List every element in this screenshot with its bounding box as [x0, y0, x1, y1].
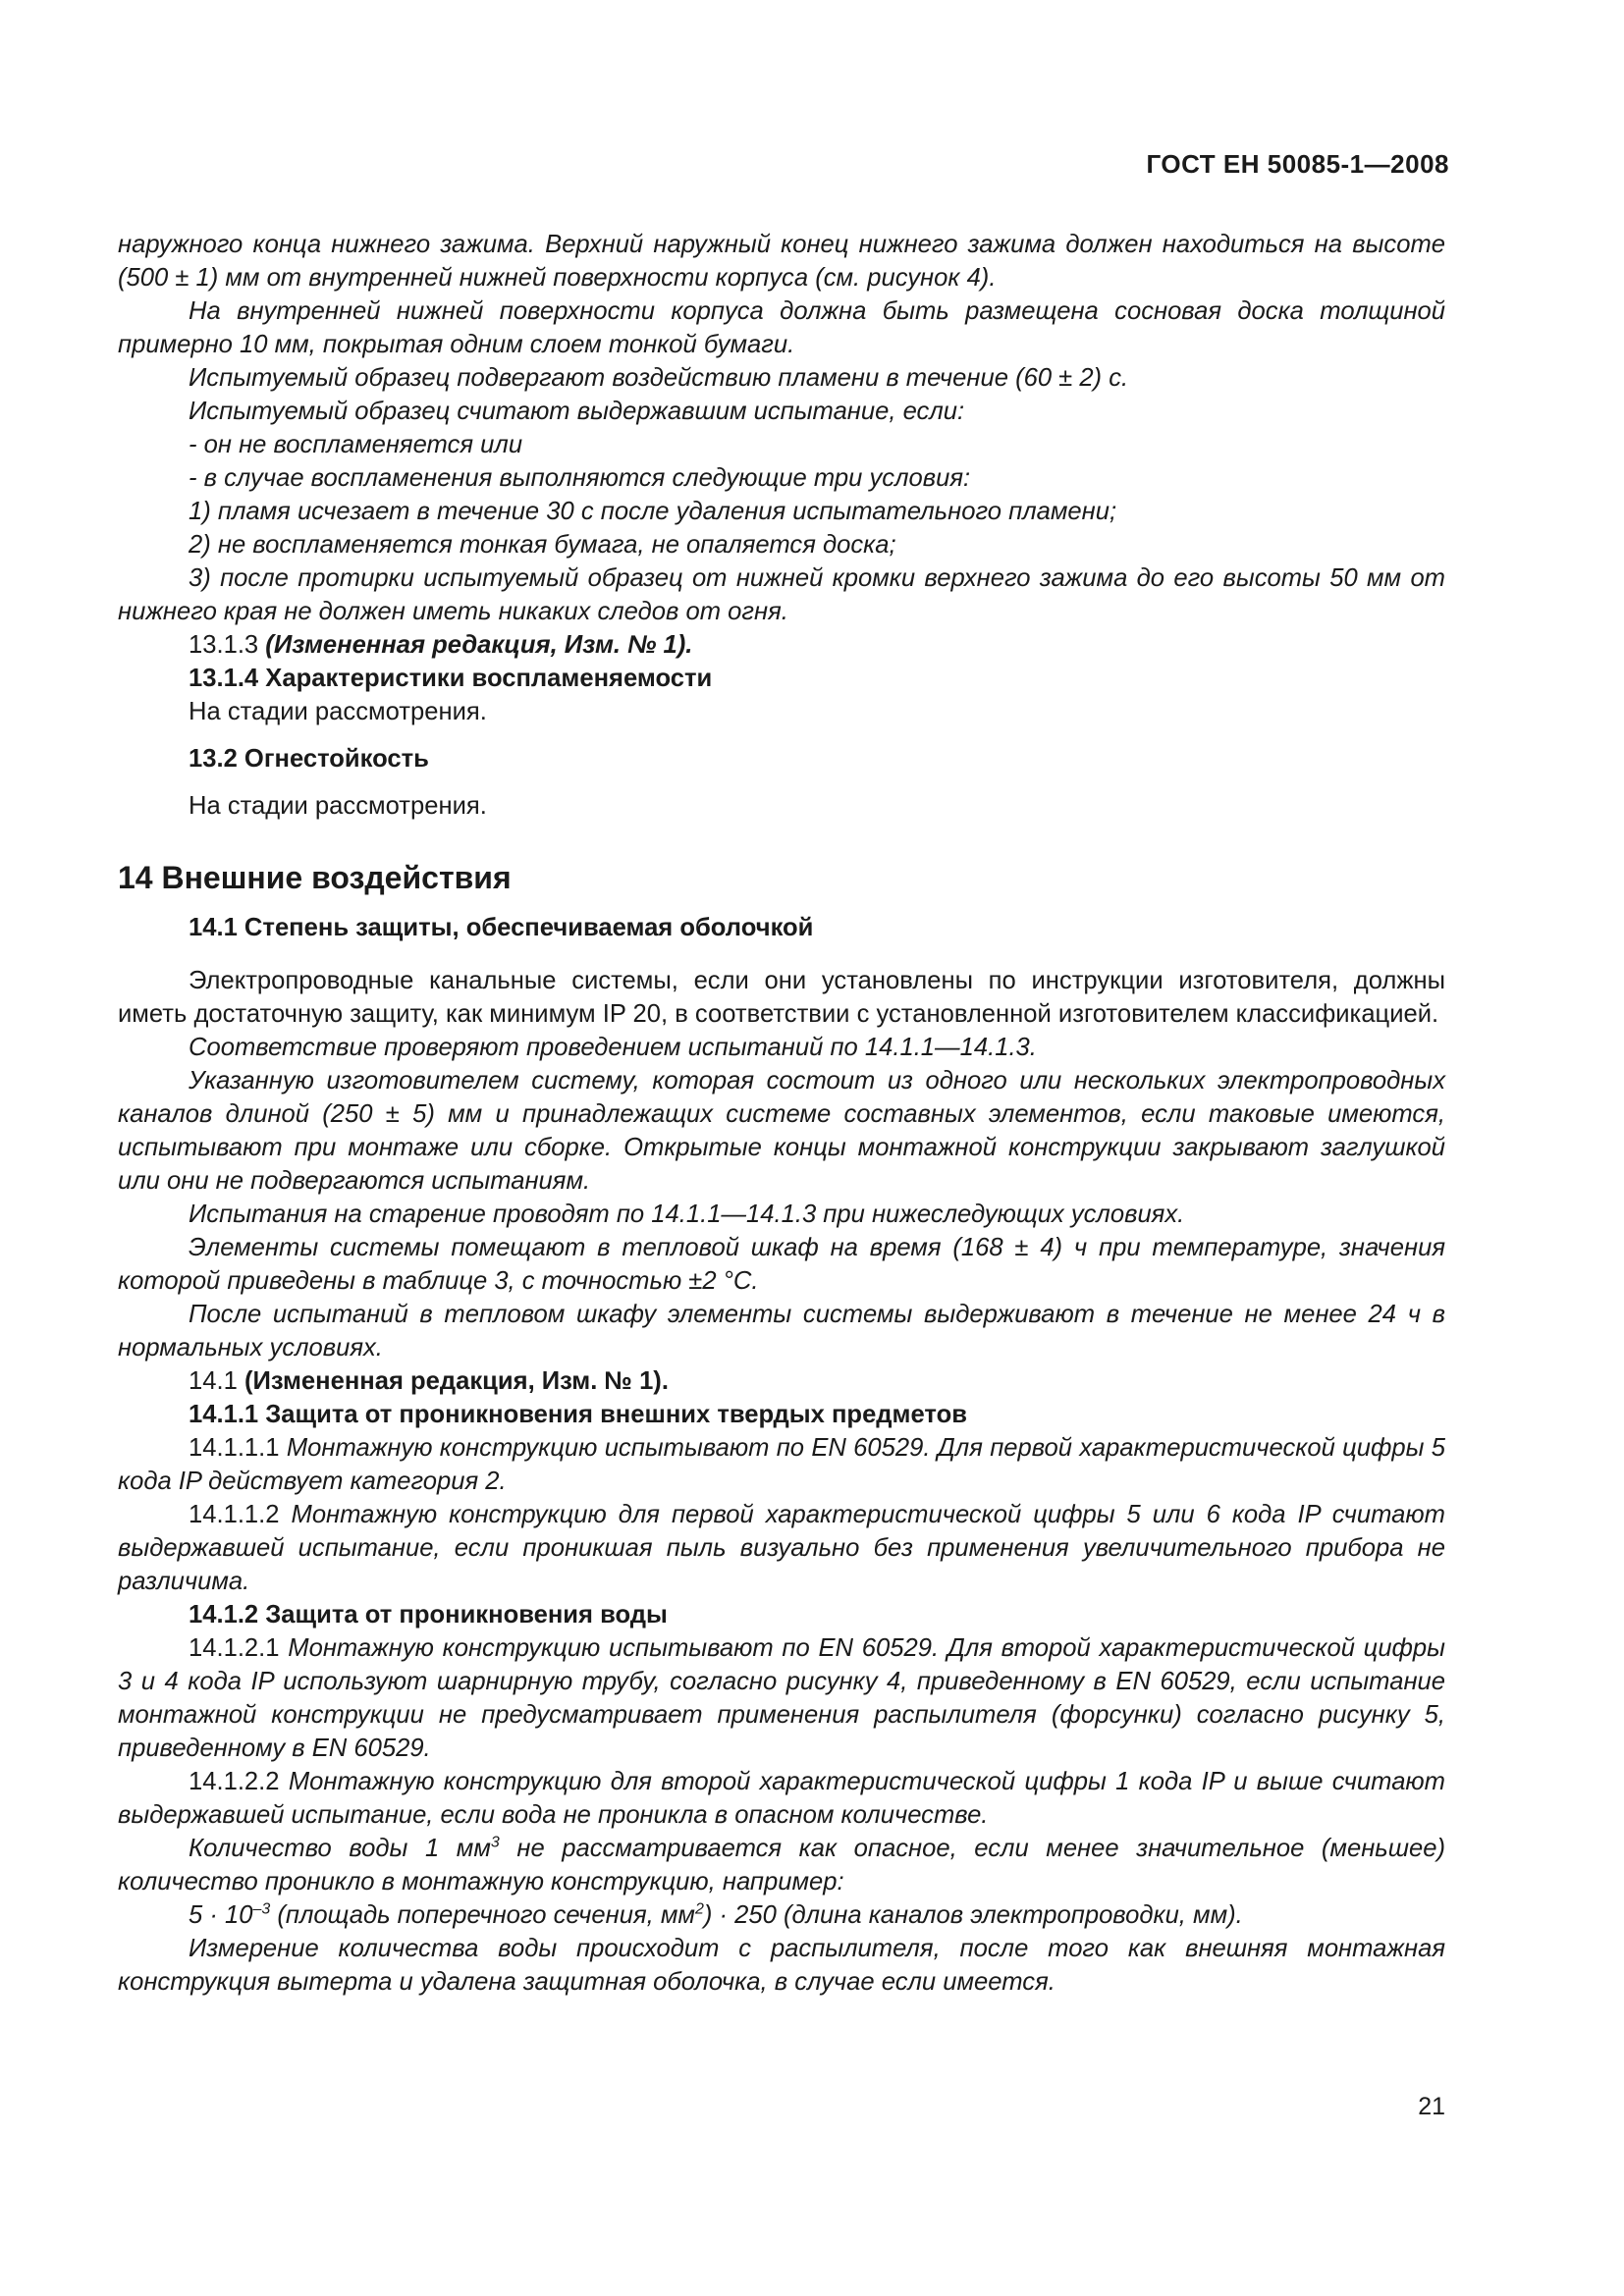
paragraph	[118, 1765, 1445, 1832]
superscript: 3	[490, 1834, 500, 1851]
text-run: (площадь поперечного сечения, мм	[270, 1901, 695, 1929]
section-heading: 14.1.1 Защита от проникновения внешних твердых предметов	[189, 1401, 967, 1428]
clause-number: 14.1.2.2	[189, 1768, 280, 1795]
paragraph: Элементы системы помещают в тепловой шкаф на время (168 ± 4) ч при температуре, значения которой приведены в таблице 3, с точностью ±2 °С.	[118, 1234, 1445, 1295]
section-heading: 13.2 Огнестойкость	[189, 745, 429, 773]
paragraph: Измерение количества воды происходит с распылителя, после того как внешняя монтажная конструкция вытерта и удалена защитная оболочка, в случае если имеется.	[118, 1935, 1445, 1996]
clause-number: 14.1	[189, 1367, 238, 1395]
clause-text: Монтажную конструкцию испытывают по EN 60529. Для второй характеристической цифры 3 и 4 кода IP используют шарнирную трубу, согласно рисунку 4, приведенному в EN 60529, если испытание монтажной конструкции не предусматривает применения распылителя (форсунки) согласно рисунку 5, приведенному в EN 60529.	[118, 1634, 1445, 1762]
clause-number: 14.1.1.1	[189, 1434, 280, 1462]
clause-text: Монтажную конструкцию для первой характеристической цифры 5 или 6 кода IP считают выдержавшей испытание, если проникшая пыль визуально без применения увеличительного прибора не различима.	[118, 1501, 1445, 1595]
paragraph: Испытуемый образец считают выдержавшим испытание, если:	[189, 398, 965, 425]
superscript: 2	[694, 1900, 704, 1918]
paragraph	[118, 1498, 1445, 1598]
text-run: Количество воды 1 мм	[189, 1835, 491, 1862]
amendment-note	[118, 628, 1445, 662]
text-run: ) · 250 (длина каналов электропроводки, мм).	[703, 1901, 1243, 1929]
paragraph: После испытаний в тепловом шкафу элементы системы выдерживают в течение не менее 24 ч в нормальных условиях.	[118, 1301, 1445, 1362]
paragraph: Указанную изготовителем систему, которая состоит из одного или нескольких электропроводных каналов длиной (250 ± 5) мм и принадлежащих системе составных элементов, если таковые имеются, испытывают при монтаже или сборке. Открытые концы монтажной конструкции закрывают заглушкой или они не подвергаются испытаниям.	[118, 1067, 1445, 1195]
clause-number: 14.1.1.2	[189, 1501, 280, 1528]
list-item: - в случае воспламенения выполняются следующие три условия:	[189, 464, 971, 492]
paragraph	[118, 1431, 1445, 1498]
list-item: - он не воспламеняется или	[189, 431, 523, 458]
paragraph: Испытуемый образец подвергают воздействию пламени в течение (60 ± 2) с.	[189, 364, 1129, 392]
paragraph	[118, 1832, 1445, 1898]
clause-number: 14.1.2.1	[189, 1634, 280, 1662]
paragraph: На стадии рассмотрения.	[189, 792, 487, 820]
paragraph: На стадии рассмотрения.	[189, 698, 487, 725]
clause-text: Монтажную конструкцию для второй характеристической цифры 1 кода IP и выше считают выдержавшей испытание, если вода не проникла в опасном количестве.	[118, 1768, 1445, 1829]
paragraph: На внутренней нижней поверхности корпуса должна быть размещена сосновая доска толщиной примерно 10 мм, покрытая одним слоем тонкой бумаги.	[118, 297, 1445, 358]
list-item: 3) после протирки испытуемый образец от нижней кромки верхнего зажима до его высоты 50 мм от нижнего края не должен иметь никаких следов от огня.	[118, 564, 1445, 625]
clause-number: 13.1.3	[189, 631, 259, 659]
paragraph: Испытания на старение проводят по 14.1.1—14.1.3 при нижеследующих условиях.	[189, 1201, 1185, 1228]
list-item: 1) пламя исчезает в течение 30 с после удаления испытательного пламени;	[189, 498, 1117, 525]
section-heading: 14.1 Степень защиты, обеспечиваемая оболочкой	[189, 914, 814, 941]
paragraph	[118, 1631, 1445, 1765]
paragraph: наружного конца нижнего зажима. Верхний наружный конец нижнего зажима должен находиться на высоте (500 ± 1) мм от внутренней нижней поверхности корпуса (см. рисунок 4).	[118, 231, 1445, 292]
list-item: 2) не воспламеняется тонкая бумага, не опаляется доска;	[189, 531, 896, 559]
text-run: 5 · 10	[189, 1901, 253, 1929]
section-heading: 14.1.2 Защита от проникновения воды	[189, 1601, 668, 1629]
document-body	[118, 228, 1445, 1999]
amendment-text: (Измененная редакция, Изм. № 1).	[265, 631, 693, 659]
document-header: ГОСТ ЕН 50085-1—2008	[1146, 149, 1449, 179]
formula	[118, 1898, 1445, 1932]
amendment-note	[118, 1364, 1445, 1398]
superscript: –3	[252, 1900, 271, 1918]
paragraph: Электропроводные канальные системы, если они установлены по инструкции изготовителя, должны иметь достаточную защиту, как минимум IP 20, в соответствии с установленной изготовителем классификацией.	[118, 967, 1445, 1028]
section-heading: 13.1.4 Характеристики воспламеняемости	[189, 665, 713, 692]
paragraph: Соответствие проверяют проведением испытаний по 14.1.1—14.1.3.	[189, 1034, 1037, 1061]
text-run: не рассматривается как опасное, если менее значительное (меньшее) количество проникло в монтажную конструкцию, например:	[118, 1835, 1445, 1896]
clause-text: Монтажную конструкцию испытывают по EN 60529. Для первой характеристической цифры 5 кода IP действует категория 2.	[118, 1434, 1445, 1495]
page-number: 21	[1418, 2093, 1445, 2120]
chapter-heading: 14 Внешние воздействия	[118, 860, 512, 895]
amendment-text: (Измененная редакция, Изм. № 1).	[244, 1367, 669, 1395]
